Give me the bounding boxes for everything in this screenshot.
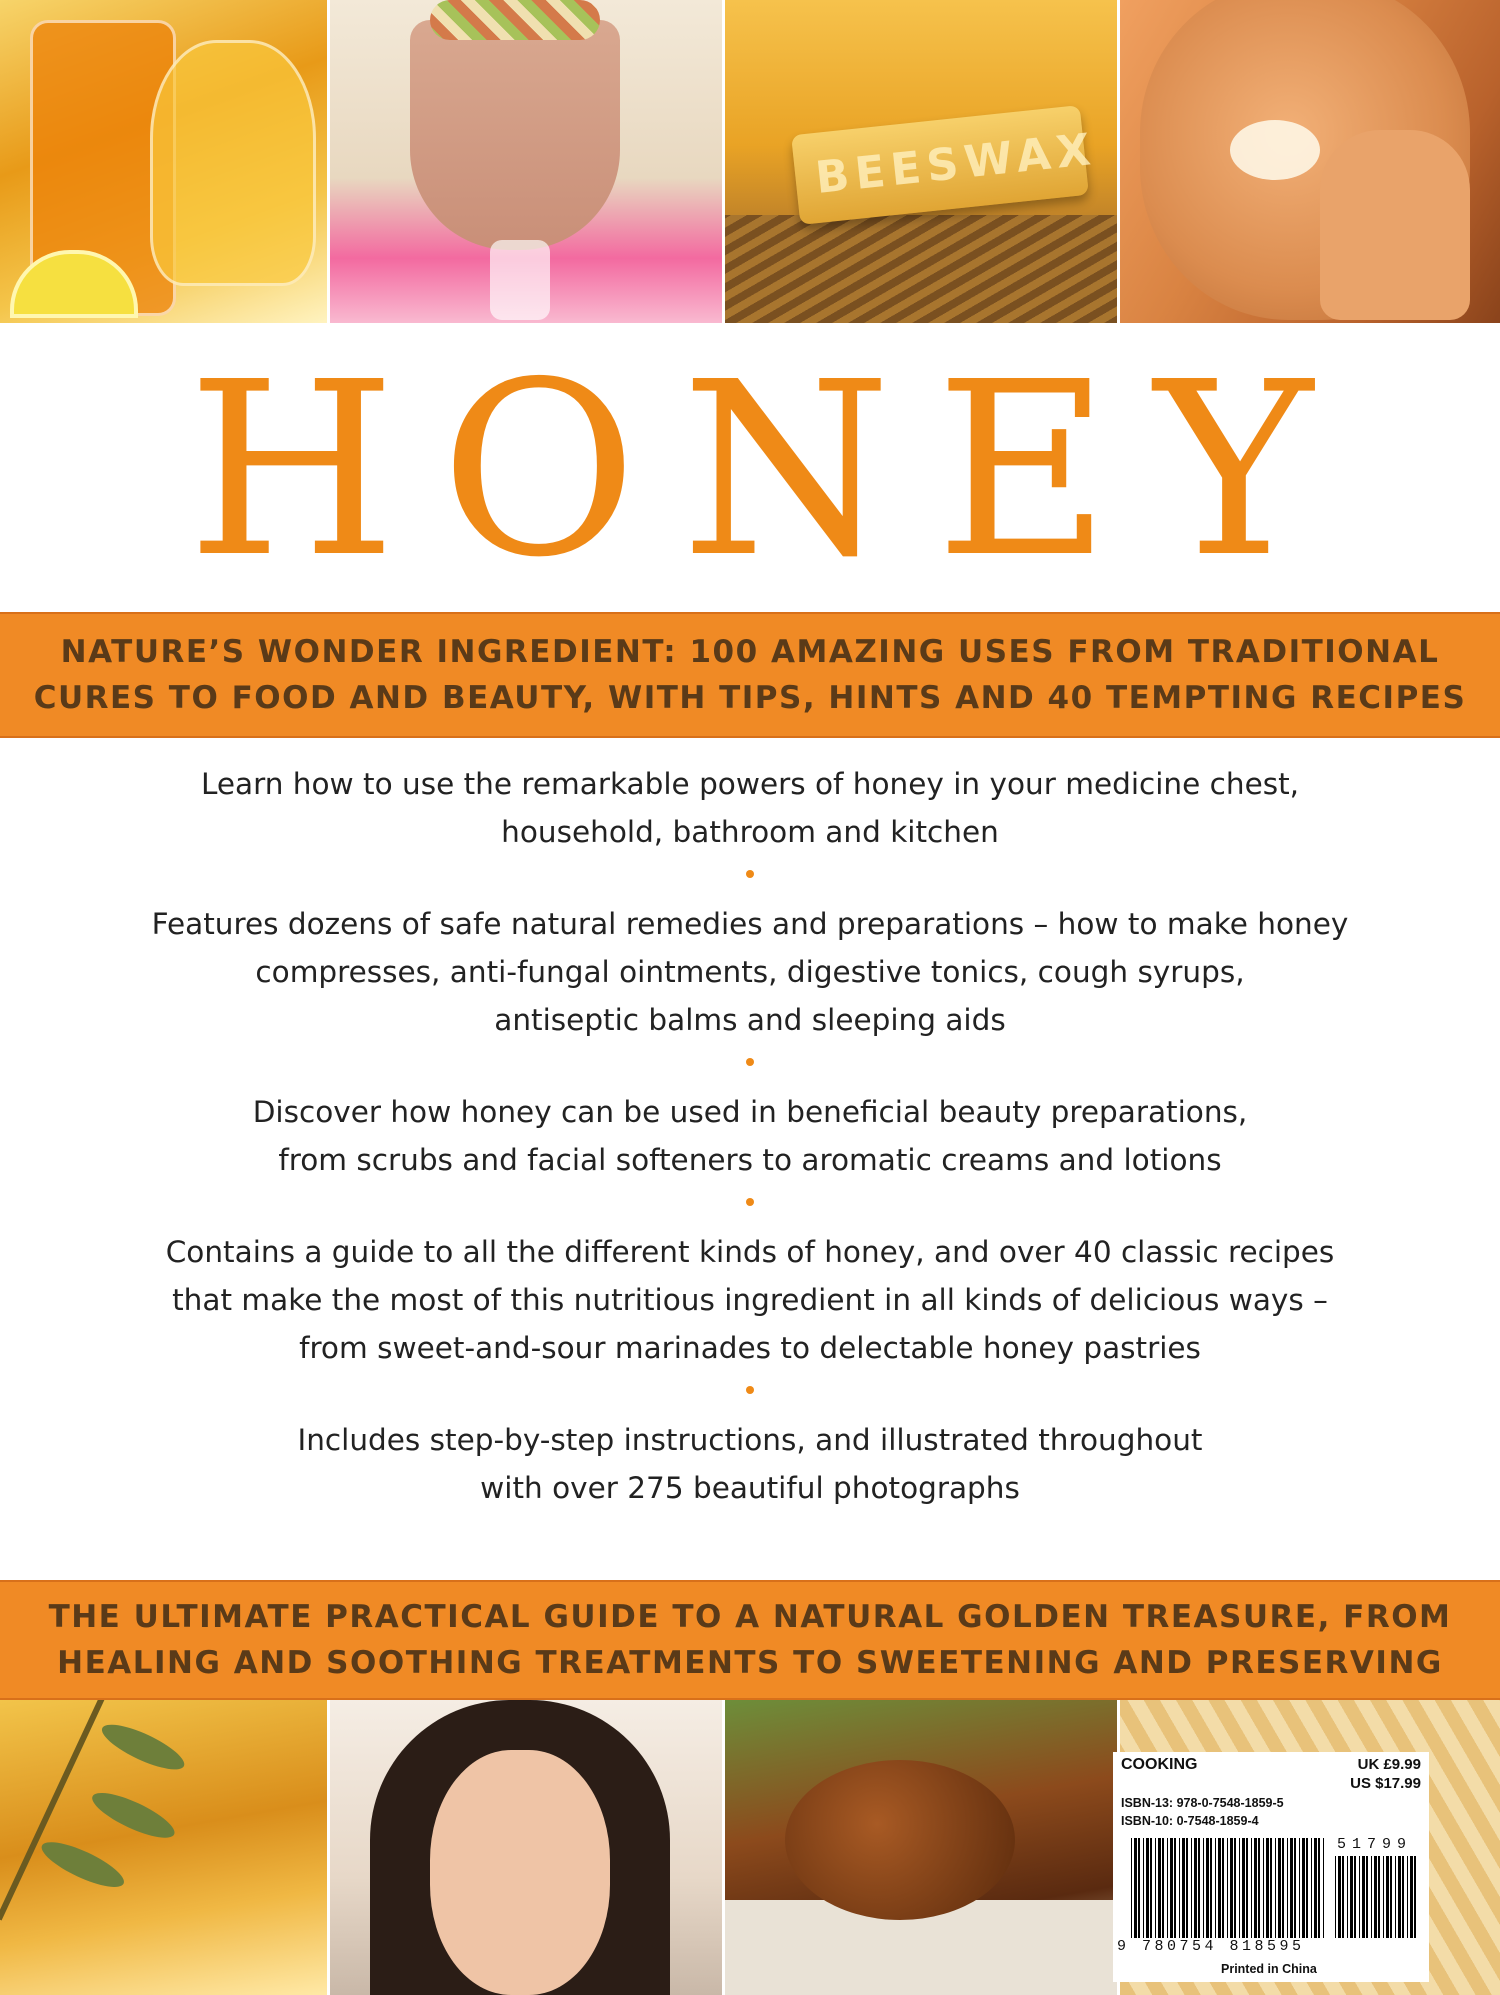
barcode-bar: [1306, 1838, 1308, 1938]
barcode-bar: [1395, 1856, 1396, 1938]
feature-list: [0, 760, 1500, 1512]
barcode-bar: [1386, 1856, 1389, 1938]
isbn13: ISBN-13: 978-0-7548-1859-5: [1121, 1796, 1284, 1810]
barcode-digits: 9 780754 818595: [1117, 1938, 1305, 1955]
tagline-line: HEALING AND SOOTHING TREATMENTS TO SWEETENING AND PRESERVING: [57, 1645, 1443, 1681]
barcode-bar: [1222, 1838, 1224, 1938]
barcode-bar: [1302, 1838, 1305, 1938]
bullet-dot-icon: [746, 1058, 754, 1066]
barcode-bar: [1294, 1838, 1296, 1938]
category-label: COOKING: [1121, 1756, 1198, 1773]
relaxing-woman-photo: [330, 1700, 725, 1995]
barcode-bar: [1398, 1856, 1401, 1938]
barcode-bar: [1162, 1838, 1164, 1938]
feature-line: Discover how honey can be used in beneficial beauty preparations,: [252, 1095, 1248, 1129]
tagline-band: [0, 1580, 1500, 1700]
barcode-bar: [1290, 1838, 1293, 1938]
feature-item: [0, 1088, 1500, 1184]
feature-line: Features dozens of safe natural remedies and preparations – how to make honey: [151, 907, 1349, 941]
feature-item: [0, 900, 1500, 1044]
barcode-bar: [1158, 1838, 1161, 1938]
feature-line: from sweet-and-sour marinades to delectable honey pastries: [299, 1331, 1201, 1365]
barcode-bar: [1275, 1838, 1276, 1938]
feature-line: compresses, anti-fungal ointments, digestive tonics, cough syrups,: [255, 955, 1245, 989]
barcode-bar: [1383, 1856, 1384, 1938]
bullet-dot-icon: [746, 1386, 754, 1394]
book-title: HONEY: [187, 330, 1357, 610]
barcode-bar: [1170, 1838, 1173, 1938]
subtitle-band: [0, 612, 1500, 738]
barcode-addon-number: 51799: [1337, 1836, 1413, 1853]
barcode-bar: [1194, 1838, 1197, 1938]
barcode-addon: [1335, 1856, 1421, 1938]
barcode-bar: [1335, 1856, 1336, 1938]
barcode-bar: [1246, 1838, 1248, 1938]
barcode-bar: [1311, 1838, 1312, 1938]
barcode-bar: [1338, 1856, 1341, 1938]
barcode-bar: [1227, 1838, 1228, 1938]
barcode-bar: [1354, 1856, 1356, 1938]
barcode-bar: [1266, 1838, 1269, 1938]
honey-bottle-image: [150, 40, 316, 286]
barcode-bar: [1234, 1838, 1236, 1938]
face-image: [430, 1750, 610, 1995]
barcode-bar: [1138, 1838, 1140, 1938]
feature-line: Includes step-by-step instructions, and illustrated throughout: [297, 1423, 1203, 1457]
basket-image: [725, 215, 1120, 323]
feature-line: Contains a guide to all the different kinds of honey, and over 40 classic recipes: [165, 1235, 1335, 1269]
barcode-bar: [1206, 1838, 1209, 1938]
barcode-bar: [1150, 1838, 1152, 1938]
smoothie-glass-image: [410, 20, 620, 250]
barcode-label: [1113, 1752, 1429, 1982]
barcode-bar: [1314, 1838, 1317, 1938]
barcode-bar: [1242, 1838, 1245, 1938]
barcode-bar: [1407, 1856, 1408, 1938]
barcode-bar: [1230, 1838, 1233, 1938]
barcode-bar: [1270, 1838, 1272, 1938]
cream-image: [1230, 120, 1320, 180]
barcode-bar: [1215, 1838, 1216, 1938]
barcode-bar: [1254, 1838, 1257, 1938]
barcode-bar: [1323, 1838, 1324, 1938]
barcode-bar: [1239, 1838, 1240, 1938]
feature-item: [0, 1416, 1500, 1512]
subtitle-line: NATURE’S WONDER INGREDIENT: 100 AMAZING USES FROM TRADITIONAL: [60, 634, 1440, 670]
bullet-dot-icon: [746, 870, 754, 878]
feature-line: Learn how to use the remarkable powers of honey in your medicine chest,: [200, 767, 1300, 801]
barcode-bar: [1359, 1856, 1360, 1938]
barcode-bar: [1179, 1838, 1180, 1938]
olive-branch-image: [0, 1700, 320, 1995]
barcode-bar: [1410, 1856, 1413, 1938]
barcode-bar: [1299, 1838, 1300, 1938]
beeswax-photo: [725, 0, 1120, 323]
barcode-bar: [1318, 1838, 1320, 1938]
barcode-bar: [1191, 1838, 1192, 1938]
barcode-bar: [1182, 1838, 1185, 1938]
beeswax-label: BEESWAX: [813, 123, 1099, 204]
face-mask-photo: [1120, 0, 1500, 323]
isbn10: ISBN-10: 0-7548-1859-4: [1121, 1814, 1259, 1828]
tagline-line: THE ULTIMATE PRACTICAL GUIDE TO A NATURAL GOLDEN TREASURE, FROM: [48, 1599, 1452, 1635]
barcode-bar: [1347, 1856, 1348, 1938]
barcode-bar: [1155, 1838, 1156, 1938]
feature-line: from scrubs and facial softeners to aromatic creams and lotions: [278, 1143, 1222, 1177]
barcode-bar: [1218, 1838, 1221, 1938]
barcode-bar: [1282, 1838, 1284, 1938]
barcode-bar: [1146, 1838, 1149, 1938]
feature-line: with over 275 beautiful photographs: [480, 1471, 1020, 1505]
bullet-dot-icon: [746, 1198, 754, 1206]
barcode-bar: [1210, 1838, 1212, 1938]
barcode-bar: [1174, 1838, 1176, 1938]
barcode-bar: [1278, 1838, 1281, 1938]
barcode-bar: [1258, 1838, 1260, 1938]
feature-item: [0, 1228, 1500, 1372]
barcode-bar: [1366, 1856, 1368, 1938]
printed-in-label: Printed in China: [1221, 1962, 1317, 1976]
roast-duck-photo: [725, 1700, 1120, 1995]
barcode-bar: [1378, 1856, 1380, 1938]
feature-line: household, bathroom and kitchen: [501, 815, 999, 849]
smoothie-photo: [330, 0, 725, 323]
barcode-bar: [1402, 1856, 1404, 1938]
barcode-bar: [1186, 1838, 1188, 1938]
barcode-bar: [1143, 1838, 1144, 1938]
barcode-bar: [1350, 1856, 1353, 1938]
barcode-bar: [1374, 1856, 1377, 1938]
honey-jars-photo: [0, 0, 330, 323]
nut-topping-image: [430, 0, 600, 40]
barcode-bar: [1167, 1838, 1168, 1938]
barcode-bar: [1198, 1838, 1200, 1938]
feature-line: that make the most of this nutritious ingredient in all kinds of delicious ways –: [172, 1283, 1328, 1317]
barcode-bar: [1134, 1838, 1137, 1938]
feature-item: [0, 760, 1500, 856]
subtitle-line: CURES TO FOOD AND BEAUTY, WITH TIPS, HINTS AND 40 TEMPTING RECIPES: [33, 680, 1467, 716]
leaf-icon: [97, 1716, 190, 1778]
barcode-bar: [1263, 1838, 1264, 1938]
leaf-icon: [87, 1785, 180, 1847]
top-photo-strip: [0, 0, 1500, 323]
barcode-bar: [1362, 1856, 1365, 1938]
barcode-bar: [1251, 1838, 1252, 1938]
hand-image: [1320, 130, 1470, 320]
barcode-bar: [1203, 1838, 1204, 1938]
barcode-bar: [1342, 1856, 1344, 1938]
barcode-bar: [1371, 1856, 1372, 1938]
barcode-bar: [1390, 1856, 1392, 1938]
barcode-main: [1131, 1838, 1326, 1938]
duck-leg-image: [785, 1760, 1015, 1920]
beeswax-block-image: [791, 105, 1099, 225]
barcode-bar: [1414, 1856, 1416, 1938]
leaf-icon: [37, 1834, 130, 1896]
feature-line: antiseptic balms and sleeping aids: [494, 1003, 1006, 1037]
olive-honey-photo: [0, 1700, 330, 1995]
glass-stem-image: [490, 240, 550, 320]
barcode-bar: [1287, 1838, 1288, 1938]
barcode-bar: [1131, 1838, 1132, 1938]
price-us: US $17.99: [1350, 1775, 1421, 1792]
price-uk: UK £9.99: [1357, 1756, 1421, 1773]
